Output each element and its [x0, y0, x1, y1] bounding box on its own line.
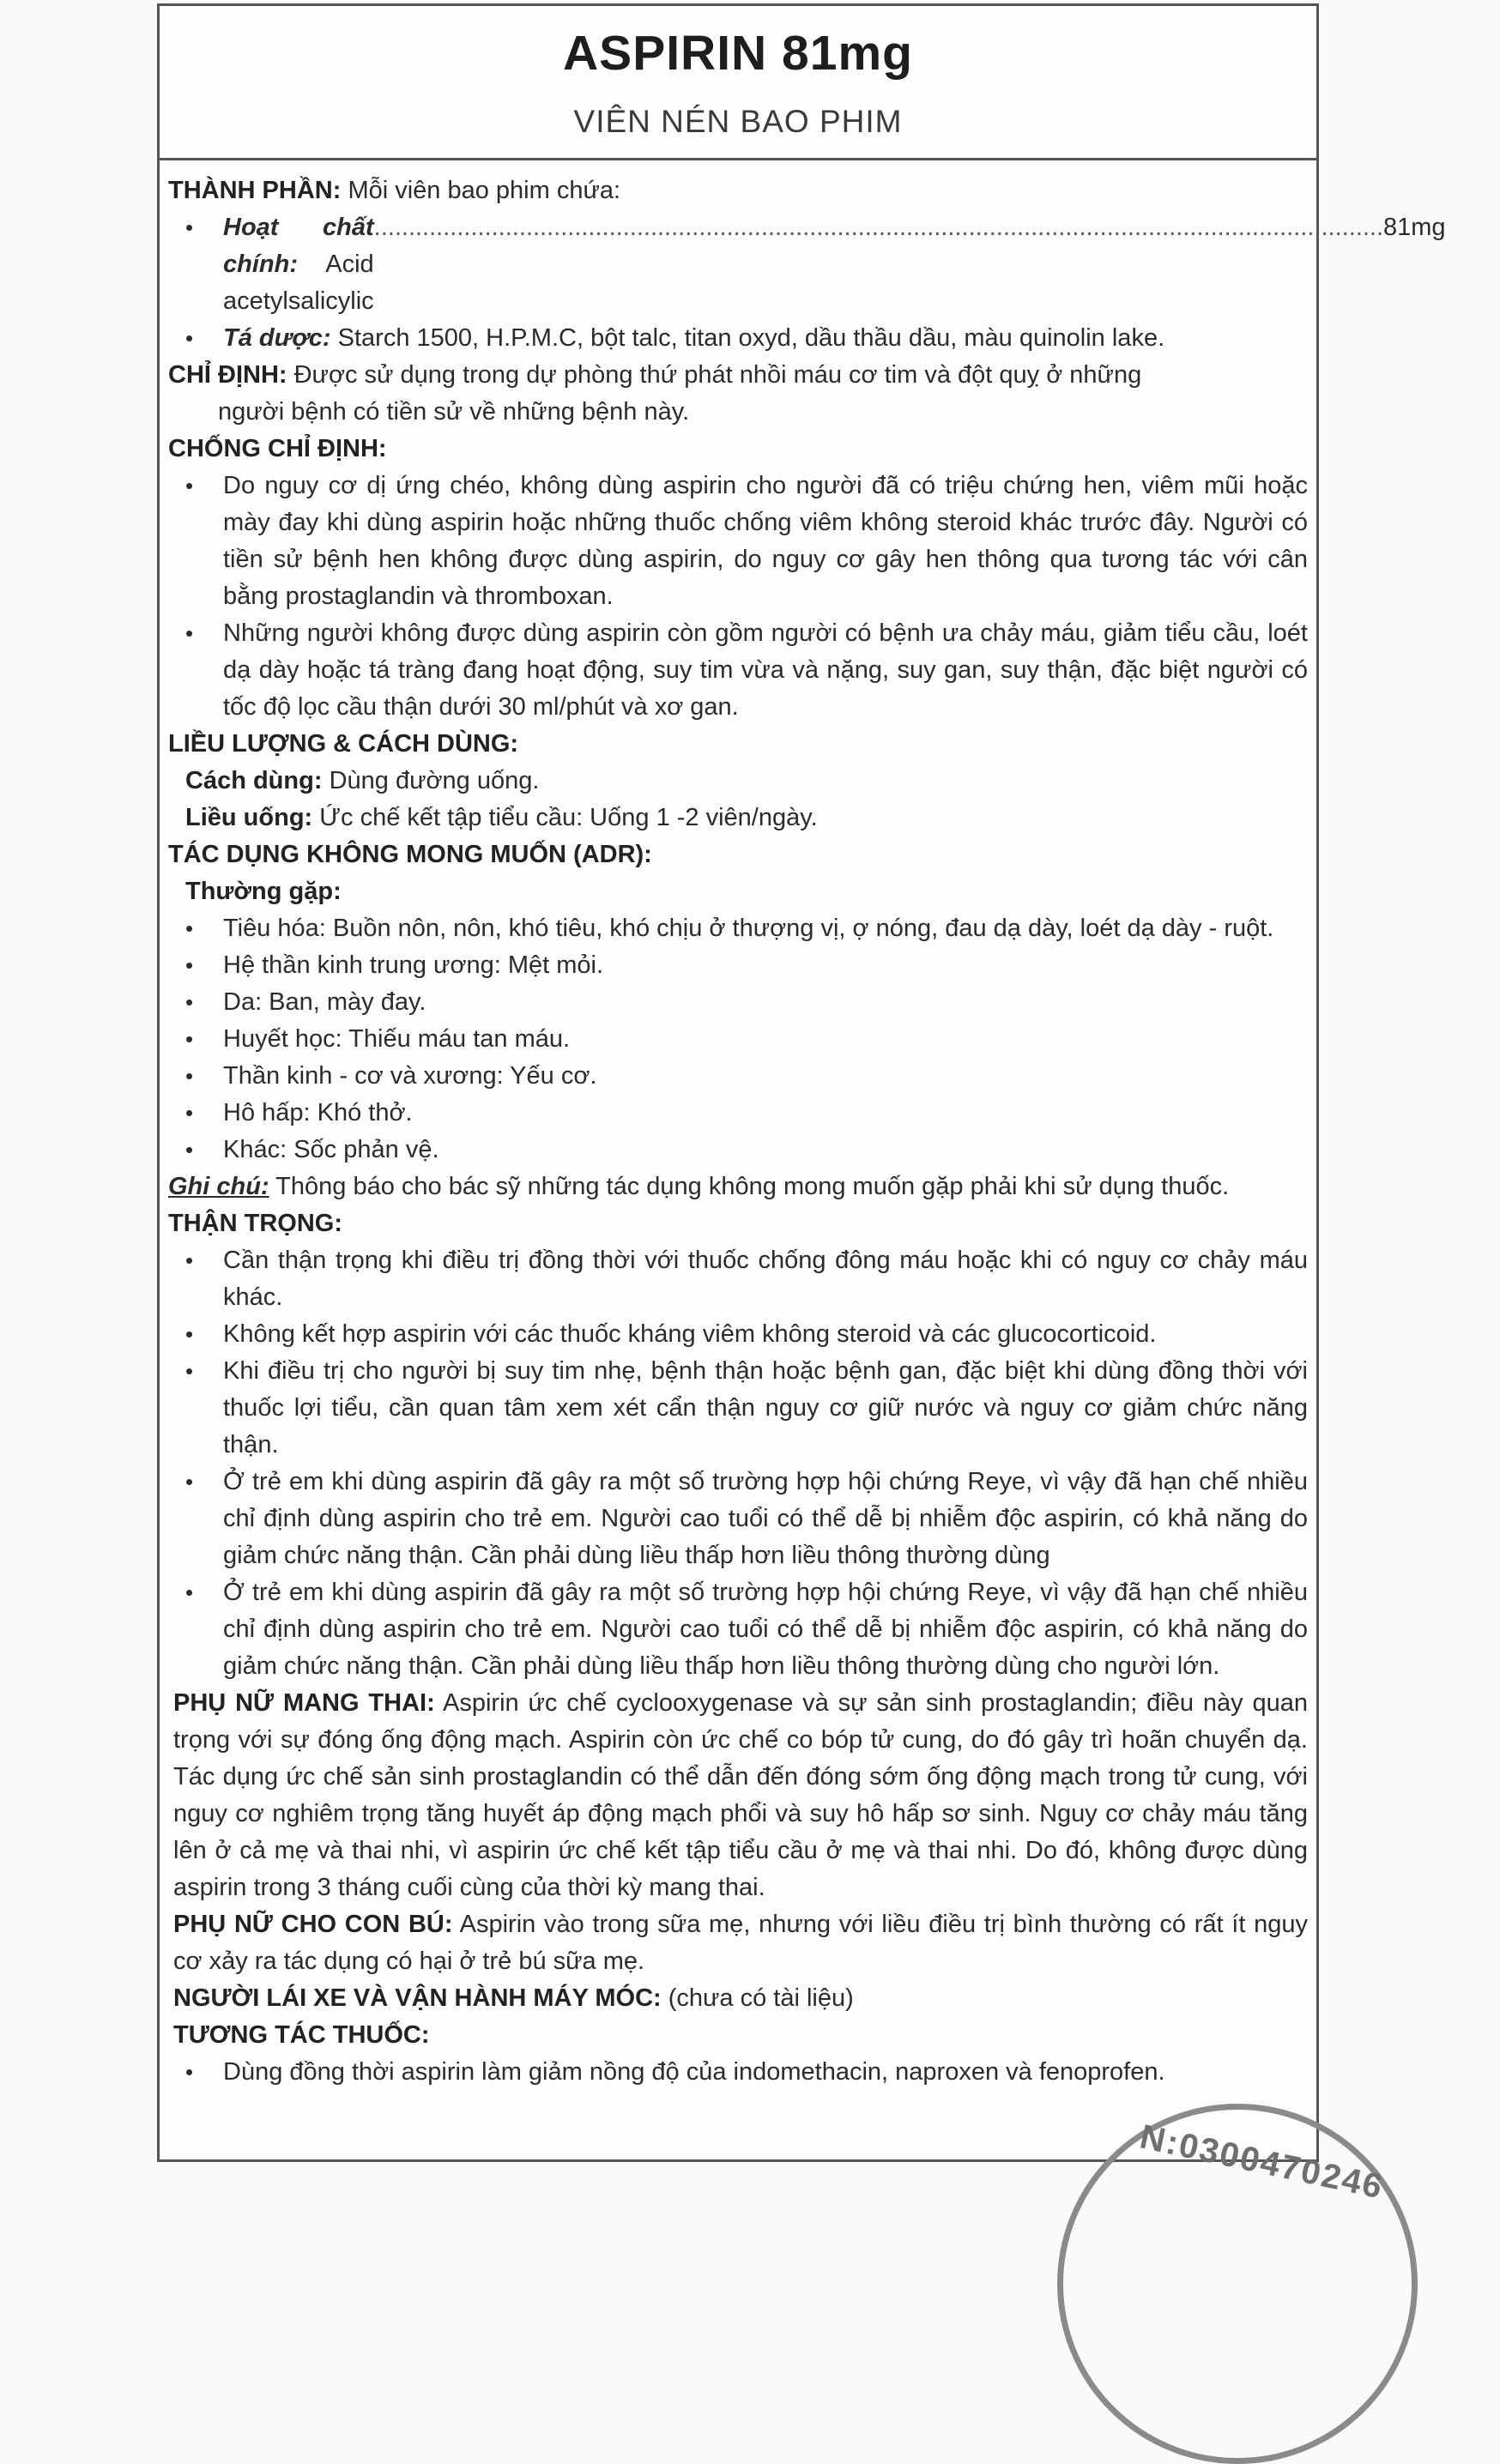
list-item: • Da: Ban, mày đay.	[168, 984, 1308, 1021]
product-subtitle: VIÊN NÉN BAO PHIM	[573, 104, 903, 139]
composition-list	[168, 209, 1446, 357]
active-ingredient-name: Acid acetylsalicylic	[223, 251, 374, 315]
section-composition	[168, 172, 1308, 209]
list-item: • Hệ thần kinh trung ương: Mệt mỏi.	[168, 947, 1308, 984]
note-text: Thông báo cho bác sỹ những tác dụng không mong muốn gặp phải khi sử dụng thuốc.	[275, 1173, 1230, 1200]
list-item: • Ở trẻ em khi dùng aspirin đã gây ra một số trường hợp hội chứng Reye, vì vậy đã hạn chế nhiều chỉ định dùng aspirin cho trẻ em. Người cao tuổi có thể dễ bị nhiễm độc aspirin, có khả năng do giảm chức năng thận. Cần phải dùng liều thấp hơn liều thông thường dùng cho người lớn.	[168, 1574, 1308, 1685]
indication-heading: CHỈ ĐỊNH:	[168, 361, 287, 389]
section-breastfeeding	[168, 1906, 1308, 1980]
composition-text: Mỗi viên bao phim chứa:	[348, 177, 621, 204]
section-pregnancy	[168, 1685, 1308, 1906]
active-ingredient-label: Hoạt chất chính:	[223, 214, 374, 278]
active-ingredient-amount: 81mg	[1383, 214, 1446, 241]
precautions-heading: THẬN TRỌNG:	[168, 1210, 342, 1237]
breastfeeding-heading: PHỤ NỮ CHO CON BÚ:	[173, 1911, 453, 1938]
indication-text: Được sử dụng trong dự phòng thứ phát nhồi máu cơ tim và đột quỵ ở những	[293, 361, 1142, 389]
adr-note	[168, 1169, 1308, 1205]
pregnancy-heading: PHỤ NỮ MANG THAI:	[173, 1689, 435, 1717]
list-item: • Tiêu hóa: Buồn nôn, nôn, khó tiêu, khó chịu ở thượng vị, ợ nóng, đau dạ dày, loét dạ dày - ruột.	[168, 910, 1308, 947]
dosage-dose	[168, 800, 1308, 836]
list-item: • Khác: Sốc phản vệ.	[168, 1132, 1308, 1169]
list-item: • Khi điều trị cho người bị suy tim nhẹ, bệnh thận hoặc bệnh gan, đặc biệt khi dùng đồng thời với thuốc lợi tiểu, cần quan tâm xem xét cẩn thận nguy cơ giữ nước và nguy cơ giảm chức năng thận.	[168, 1353, 1308, 1464]
list-item: • Dùng đồng thời aspirin làm giảm nồng độ của indomethacin, naproxen và fenoprofen.	[168, 2054, 1308, 2091]
adr-heading: TÁC DỤNG KHÔNG MONG MUỐN (ADR):	[168, 841, 652, 868]
note-label: Ghi chú:	[168, 1173, 269, 1200]
list-item: • Do nguy cơ dị ứng chéo, không dùng aspirin cho người đã có triệu chứng hen, viêm mũi hoặc mày đay khi dùng aspirin hoặc những thuốc chống viêm không steroid khác trước đây. Người có tiền sử bệnh hen không được dùng aspirin, do nguy cơ gây hen thông qua tương tác với cân bằng prostaglandin và thromboxan.	[168, 468, 1308, 615]
list-item: • Hô hấp: Khó thở.	[168, 1095, 1308, 1132]
interactions-heading: TƯƠNG TÁC THUỐC:	[173, 2021, 430, 2049]
driving-heading: NGƯỜI LÁI XE VÀ VẬN HÀNH MÁY MÓC:	[173, 1984, 662, 2012]
list-item	[168, 209, 1446, 320]
leaflet-header	[160, 6, 1316, 160]
method-text: Dùng đường uống.	[329, 767, 540, 794]
list-item: • Những người không được dùng aspirin còn gồm người có bệnh ưa chảy máu, giảm tiểu cầu, loét dạ dày hoặc tá tràng đang hoạt động, suy tim vừa và nặng, suy gan, suy thận, đặc biệt người có tốc độ lọc cầu thận dưới 30 ml/phút và xơ gan.	[168, 615, 1308, 726]
dosage-heading: LIỀU LƯỢNG & CÁCH DÙNG:	[168, 730, 519, 758]
section-indication	[168, 357, 1308, 394]
stamp-text: N:0300470246	[1136, 2117, 1388, 2207]
list-item: • Cần thận trọng khi điều trị đồng thời với thuốc chống đông máu hoặc khi có nguy cơ chảy máu khác.	[168, 1242, 1308, 1316]
excipient-text: Starch 1500, H.P.M.C, bột talc, titan oxyd, dầu thầu dầu, màu quinolin lake.	[337, 324, 1165, 352]
section-driving	[168, 1980, 1308, 2017]
interactions-list	[168, 2054, 1308, 2091]
driving-text: (chưa có tài liệu)	[668, 1984, 854, 2012]
leaflet-content	[160, 160, 1446, 2091]
precautions-list	[168, 1242, 1308, 1685]
dose-label: Liều uống:	[185, 804, 313, 831]
contraindication-list	[168, 468, 1308, 726]
indication-text-continued: người bệnh có tiền sử về những bệnh này.	[218, 398, 690, 426]
list-item: • Huyết học: Thiếu máu tan máu.	[168, 1021, 1308, 1058]
method-label: Cách dùng:	[185, 767, 323, 794]
adr-list	[168, 910, 1308, 1169]
dosage-method	[168, 763, 1308, 800]
list-item: • Thần kinh - cơ và xương: Yếu cơ.	[168, 1058, 1308, 1095]
pregnancy-text: Aspirin ức chế cyclooxygenase và sự sản sinh prostaglandin; điều này quan trọng với sự đóng ống động mạch. Aspirin còn ức chế co bóp tử cung, do đó gây trì hoãn chuyển dạ. Tác dụng ức chế sản sinh prostaglandin có thể dẫn đến đóng sớm ống động mạch trong tử cung, với nguy cơ nghiêm trọng tăng huyết áp động mạch phổi và suy hô hấp sơ sinh. Nguy cơ chảy máu tăng lên ở cả mẹ và thai nhi, vì aspirin ức chế kết tập tiểu cầu ở mẹ và thai nhi. Do đó, không được dùng aspirin trong 3 tháng cuối cùng của thời kỳ mang thai.	[173, 1689, 1308, 1901]
product-title: ASPIRIN 81mg	[563, 26, 913, 81]
list-item	[168, 320, 1308, 357]
dose-text: Ức chế kết tập tiểu cầu: Uống 1 -2 viên/ngày.	[319, 804, 818, 831]
breastfeeding-text: Aspirin vào trong sữa mẹ, nhưng với liều điều trị bình thường có rất ít nguy cơ xảy ra tác dụng có hại ở trẻ bú sữa mẹ.	[173, 1911, 1309, 1975]
adr-subheading: Thường gặp:	[185, 878, 342, 905]
excipient-label: Tá dược:	[223, 324, 331, 352]
list-item: • Ở trẻ em khi dùng aspirin đã gây ra một số trường hợp hội chứng Reye, vì vậy đã hạn chế nhiều chỉ định dùng aspirin cho trẻ em. Người cao tuổi có thể dễ bị nhiễm độc aspirin, có khả năng do giảm chức năng thận. Cần phải dùng liều thấp hơn liều thông thường dùng	[168, 1464, 1308, 1574]
composition-heading: THÀNH PHẦN:	[168, 177, 342, 204]
contraindication-heading: CHỐNG CHỈ ĐỊNH:	[168, 435, 387, 462]
list-item: • Không kết hợp aspirin với các thuốc kháng viêm không steroid và các glucocorticoid.	[168, 1316, 1308, 1353]
dot-leader: ..................................................................................................................................................	[373, 214, 1383, 241]
